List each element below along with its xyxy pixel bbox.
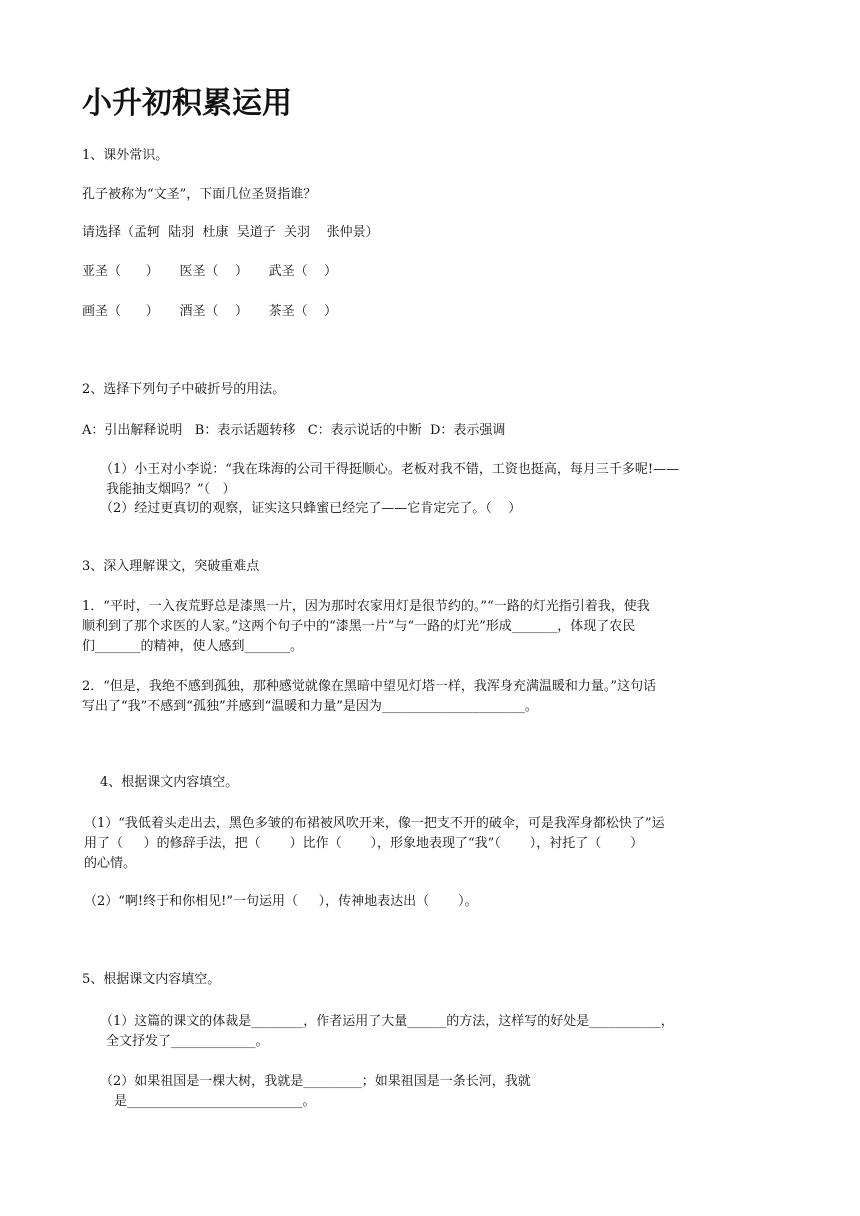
section-3-p1-line-1: 1．“平时，一入夜荒野总是漆黑一片，因为那时农家用灯是很节约的。”“一路的灯光指引着我，使我 — [82, 599, 650, 614]
section-5-q1-line-1: （1）这篇的课文的体裁是________，作者运用了大量______的方法，这样写的好处是___________， — [100, 1014, 674, 1029]
section-5-q2-line-2: 是___________________________。 — [114, 1094, 316, 1109]
section-3-p2-line-1: 2．“但是，我绝不感到孤独，那种感觉就像在黑暗中望见灯塔一样，我浑身充满温暖和力量。”这句话 — [82, 679, 657, 694]
page-title: 小升初积累运用 — [82, 86, 292, 121]
section-4-heading: 4、根据课文内容填空。 — [100, 775, 239, 790]
section-1-choices: 请选择（孟轲 陆羽 杜康 吴道子 关羽 张仲景） — [82, 225, 379, 240]
section-4-q1-line-3: 的心情。 — [84, 856, 137, 871]
section-4-q2: （2）“啊!终于和你相见!”一句运用（ ），传神地表达出（ ）。 — [84, 894, 478, 909]
section-2-q1-line-1: （1）小王对小李说：“我在珠海的公司干得挺顺心。老板对我不错，工资也挺高，每月三千多呢!—— — [100, 462, 680, 477]
section-1-question: 孔子被称为“文圣”，下面几位圣贤指谁？ — [82, 187, 317, 202]
section-3-heading: 3、深入理解课文，突破重难点 — [82, 559, 260, 574]
section-4-q1-line-1: （1）“我低着头走出去，黑色多皱的布裙被风吹开来，像一把支不开的破伞，可是我浑身都松快了”运 — [84, 816, 665, 831]
section-5-q1-line-2: 全文抒发了_____________。 — [106, 1034, 269, 1049]
section-1-heading: 1、课外常识。 — [82, 148, 169, 163]
section-2-q1-line-2: 我能抽支烟吗？”（ ） — [106, 482, 236, 497]
section-3-p2-line-2: 写出了“我”不感到“孤独”并感到“温暖和力量”是因为______________________。 — [82, 699, 538, 714]
section-1-row-2: 画圣（ ） 酒圣（ ） 茶圣（ ） — [82, 304, 338, 319]
section-2-options: A：引出解释说明 B：表示话题转移 C：表示说话的中断 D：表示强调 — [82, 423, 506, 438]
section-5-heading: 5、根据课文内容填空。 — [82, 972, 221, 987]
section-3-p1-line-3: 们_______的精神，使人感到_______。 — [82, 639, 304, 654]
section-2-heading: 2、选择下列句子中破折号的用法。 — [82, 382, 286, 397]
section-3-p1-line-2: 顺利到了那个求医的人家。”这两个句子中的“漆黑一片”与“一路的灯光”形成_______，体现了农民 — [82, 619, 636, 634]
section-2-q2: （2）经过更真切的观察，证实这只蜂蜜已经完了——它肯定完了。（ ） — [100, 501, 522, 516]
section-1-row-1: 亚圣（ ） 医圣（ ） 武圣（ ） — [82, 264, 338, 279]
section-4-q1-line-2: 用了（ ）的修辞手法，把（ ）比作（ ），形象地表现了“我”（ ），衬托了（ ） — [84, 836, 644, 851]
section-5-q2-line-1: （2）如果祖国是一棵大树，我就是_________；如果祖国是一条长河，我就 — [100, 1074, 531, 1089]
